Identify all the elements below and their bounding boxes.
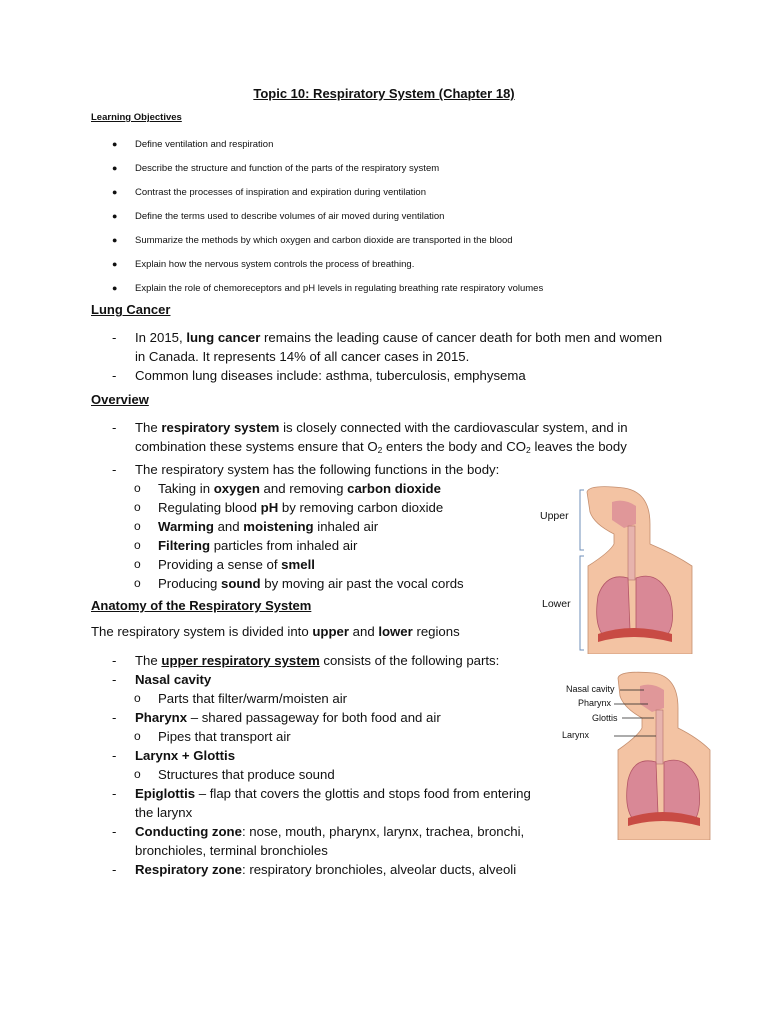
nasal-cavity-label: Nasal cavity <box>566 684 615 694</box>
glottis-label: Glottis <box>592 713 618 723</box>
function-item: o Filtering particles from inhaled air <box>134 538 358 553</box>
anatomy-list <box>112 651 542 879</box>
list-item: ● Define the terms used to describe volumes of air moved during ventilation <box>112 210 445 222</box>
bullet-icon: ● <box>112 259 118 269</box>
list-item: - Common lung diseases include: asthma, tuberculosis, emphysema <box>112 368 526 383</box>
bullet-icon: ● <box>112 283 118 293</box>
list-item: - The upper respiratory system consists of the following parts: <box>112 653 500 668</box>
page-title: Topic 10: Respiratory System (Chapter 18) <box>253 86 515 101</box>
respiratory-figure-labeled <box>614 670 714 840</box>
overview-heading: Overview <box>91 392 149 407</box>
list-item: ● Explain how the nervous system controls the process of breathing. <box>112 258 415 270</box>
list-item: ● Contrast the processes of inspiration and expiration during ventilation <box>112 186 426 198</box>
learning-objectives-heading: Learning Objectives <box>91 112 182 123</box>
bullet-icon: ● <box>112 163 118 173</box>
list-item: - The respiratory system has the following functions in the body: o Taking in oxygen and removing carbon dioxide o Regulating blood pH by removing carbon dioxide o Warming and moistening inhaled air o Filtering particles from inhaled air o Providing a sense of smell o Producing sound by moving air past the vocal cords <box>112 460 672 593</box>
function-item: o Warming and moistening inhaled air <box>134 519 379 534</box>
list-item: - Epiglottis – flap that covers the glottis and stops food from entering the larynx <box>112 786 531 820</box>
list-item: - Conducting zone: nose, mouth, pharynx, larynx, trachea, bronchi, bronchioles, terminal bronchioles <box>112 824 525 858</box>
lung-cancer-list <box>112 328 672 385</box>
bullet-icon: ● <box>112 211 118 221</box>
list-item: - Pharynx – shared passageway for both food and air o Pipes that transport air <box>112 710 441 744</box>
function-item: o Taking in oxygen and removing carbon dioxide <box>134 481 441 496</box>
list-item: - Nasal cavity o Parts that filter/warm/moisten air <box>112 672 348 706</box>
lung-cancer-heading: Lung Cancer <box>91 302 171 317</box>
function-item: o Providing a sense of smell <box>134 557 315 572</box>
anatomy-intro: The respiratory system is divided into upper and lower regions <box>91 624 460 639</box>
bullet-icon: ● <box>112 235 118 245</box>
list-item: ● Define ventilation and respiration <box>112 138 274 150</box>
bullet-icon: ● <box>112 187 118 197</box>
list-item: - Larynx + Glottis o Structures that produce sound <box>112 748 335 782</box>
list-item: - The respiratory system is closely connected with the cardiovascular system, and in combination these systems ensure that $O_2$ enters the body and $CO_2$ leaves the body <box>112 420 628 455</box>
upper-label: Upper <box>540 510 569 522</box>
list-item: ● Summarize the methods by which oxygen and carbon dioxide are transported in the blood <box>112 234 513 246</box>
list-item: ● Explain the role of chemoreceptors and pH levels in regulating breathing rate respiratory volumes <box>112 282 544 294</box>
labeled-respiratory-illustration <box>614 670 714 840</box>
anatomy-heading: Anatomy of the Respiratory System <box>91 598 312 613</box>
pharynx-label: Pharynx <box>578 698 612 708</box>
function-item: o Regulating blood pH by removing carbon dioxide <box>134 500 444 515</box>
list-item: ● Describe the structure and function of the parts of the respiratory system <box>112 162 440 174</box>
list-item: - Respiratory zone: respiratory bronchioles, alveolar ducts, alveoli <box>112 862 517 877</box>
learning-objectives-list <box>112 132 543 300</box>
bullet-icon: ● <box>112 139 118 149</box>
lower-label: Lower <box>542 598 571 610</box>
larynx-label: Larynx <box>562 730 590 740</box>
list-item: - In 2015, lung cancer remains the leading cause of cancer death for both men and women in Canada. It represents 14% of all cancer cases in 2015. <box>112 330 663 364</box>
function-item: o Producing sound by moving air past the vocal cords <box>134 576 464 591</box>
